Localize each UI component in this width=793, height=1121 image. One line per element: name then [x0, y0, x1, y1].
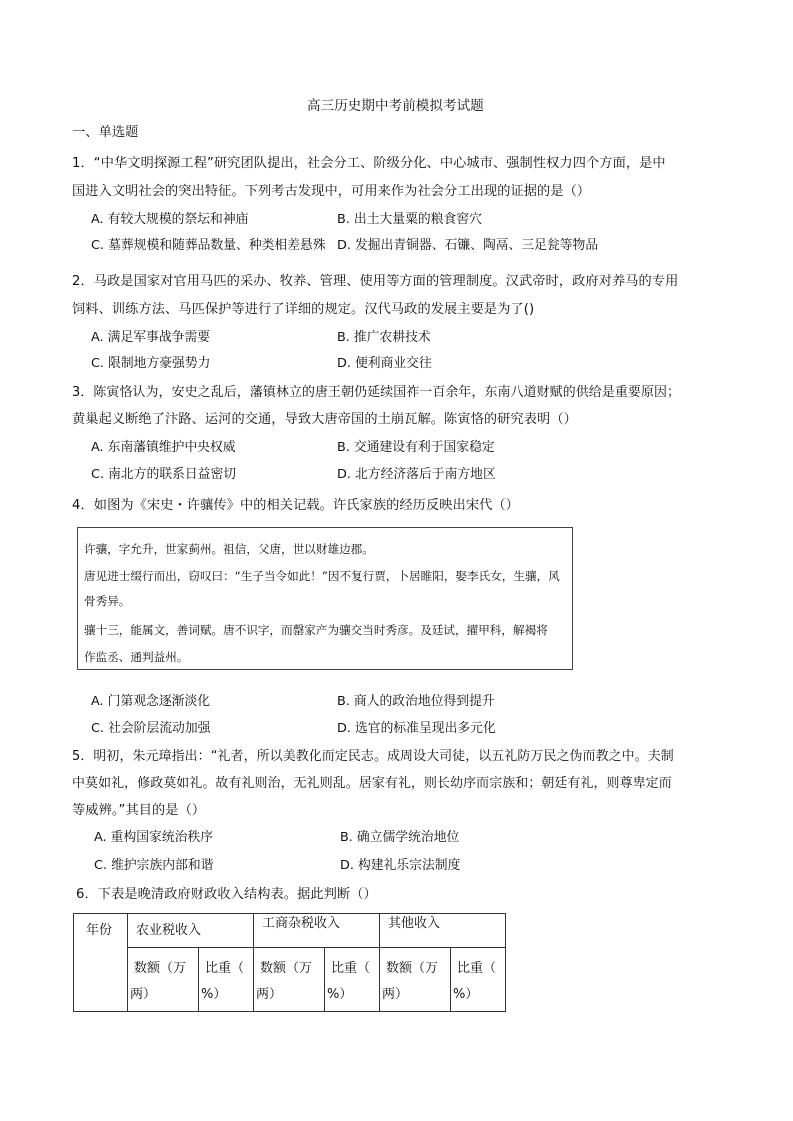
question-2-option-c[interactable]: C. 限制地方豪强势力 — [91, 356, 211, 371]
question-1-option-a[interactable]: A. 有较大规模的祭坛和神庙 — [91, 212, 249, 227]
question-1-line-1: 1．“中华文明探源工程”研究团队提出，社会分工、阶级分化、中心城市、强制性权力四个方面，是中 — [72, 156, 666, 171]
excerpt-line-5: 作监丞、通判益州。 — [84, 650, 189, 664]
question-2-line-1: 2．马政是国家对官用马匹的采办、牧养、管理、使用等方面的管理制度。汉武帝时，政府对养马的专用 — [72, 274, 679, 289]
question-2-option-a[interactable]: A. 满足军事战争需要 — [91, 330, 211, 345]
question-5-line-1: 5．明初，朱元璋指出：“礼者，所以美教化而定民志。成周设大司徒，以五礼防万民之伪而教之中。夫制 — [72, 749, 674, 764]
question-5-option-b[interactable]: B. 确立儒学统治地位 — [340, 830, 460, 845]
question-3-option-d[interactable]: D. 北方经济落后于南方地区 — [337, 467, 496, 482]
question-3-option-c[interactable]: C. 南北方的联系日益密切 — [91, 467, 237, 482]
table-header-agri: 农业税收入 — [128, 914, 254, 948]
question-1-option-b[interactable]: B. 出土大量粟的粮食窖穴 — [337, 212, 482, 227]
question-3-option-b[interactable]: B. 交通建设有利于国家稳定 — [337, 440, 495, 455]
excerpt-line-4: 骧十三，能属文，善词赋。唐不识字，而罄家产为骧交当时秀彦。及廷试，擢甲科，解褐将 — [84, 623, 548, 637]
table-subheader-amount: 数额（万 两） — [254, 948, 325, 1012]
table-subheader-amount: 数额（万 两） — [380, 948, 451, 1012]
table-header-year: 年份 — [74, 914, 128, 1012]
table-header-commerce: 工商杂税收入 — [254, 914, 380, 948]
table-subheader-amount: 数额（万 两） — [128, 948, 199, 1012]
question-4-line-1: 4．如图为《宋史・许骧传》中的相关记载。许氏家族的经历反映出宋代（） — [72, 498, 519, 513]
revenue-table — [73, 913, 506, 1012]
question-6-line-1: 6．下表是晚清政府财政收入结构表。据此判断（） — [76, 887, 377, 902]
question-4-option-b[interactable]: B. 商人的政治地位得到提升 — [337, 694, 495, 709]
table-subheader-ratio: 比重（ %） — [199, 948, 254, 1012]
question-4-option-c[interactable]: C. 社会阶层流动加强 — [91, 721, 211, 736]
excerpt-line-2: 唐见进士缀行而出，窃叹曰：“生子当令如此！”因不复行贾，卜居睢阳，娶李氏女，生骧，风 — [84, 569, 560, 583]
question-1-line-2: 国进入文明社会的突出特征。下列考古发现中，可用来作为社会分工出现的证据的是（） — [72, 184, 591, 199]
question-3-option-a[interactable]: A. 东南藩镇维护中央权威 — [91, 440, 236, 455]
question-4-option-d[interactable]: D. 选官的标准呈现出多元化 — [337, 721, 496, 736]
section-heading: 一、单选题 — [72, 125, 139, 140]
source-excerpt-box — [77, 527, 573, 670]
question-3-line-1: 3．陈寅恪认为，安史之乱后，藩镇林立的唐王朝仍延续国祚一百余年，东南八道财赋的供给是重要原因； — [72, 385, 681, 400]
table-subheader-ratio: 比重（ %） — [325, 948, 380, 1012]
question-3-line-2: 黄巢起义断绝了汴路、运河的交通，导致大唐帝国的土崩瓦解。陈寅恪的研究表明（） — [72, 412, 577, 427]
question-5-line-3: 等威辨。”其目的是（） — [72, 803, 206, 818]
question-5-option-d[interactable]: D. 构建礼乐宗法制度 — [340, 858, 461, 873]
question-1-option-c[interactable]: C. 墓葬规模和随葬品数量、种类相差悬殊 — [91, 238, 326, 253]
page-title: 高三历史期中考前模拟考试题 — [307, 98, 484, 114]
question-2-option-d[interactable]: D. 便利商业交往 — [337, 356, 432, 371]
question-1-option-d[interactable]: D. 发掘出青铜器、石镰、陶鬲、三足瓮等物品 — [337, 238, 599, 253]
table-header-other: 其他收入 — [380, 914, 506, 948]
question-4-option-a[interactable]: A. 门第观念逐渐淡化 — [91, 694, 211, 709]
question-5-option-a[interactable]: A. 重构国家统治秩序 — [94, 830, 214, 845]
question-2-option-b[interactable]: B. 推广农耕技术 — [337, 330, 431, 345]
question-2-line-2: 饲料、训练方法、马匹保护等进行了详细的规定。汉代马政的发展主要是为了() — [72, 302, 535, 317]
excerpt-line-1: 许骧，字允升，世家蓟州。祖信，父唐，世以财雄边郡。 — [84, 542, 374, 556]
table-subheader-ratio: 比重（ %） — [451, 948, 506, 1012]
question-5-line-2: 中莫如礼，修政莫如礼。故有礼则治，无礼则乱。居家有礼，则长幼序而宗族和；朝廷有礼，则尊卑定而 — [72, 776, 672, 791]
question-5-option-c[interactable]: C. 维护宗族内部和谐 — [94, 858, 214, 873]
excerpt-line-3: 骨秀异。 — [84, 594, 131, 608]
